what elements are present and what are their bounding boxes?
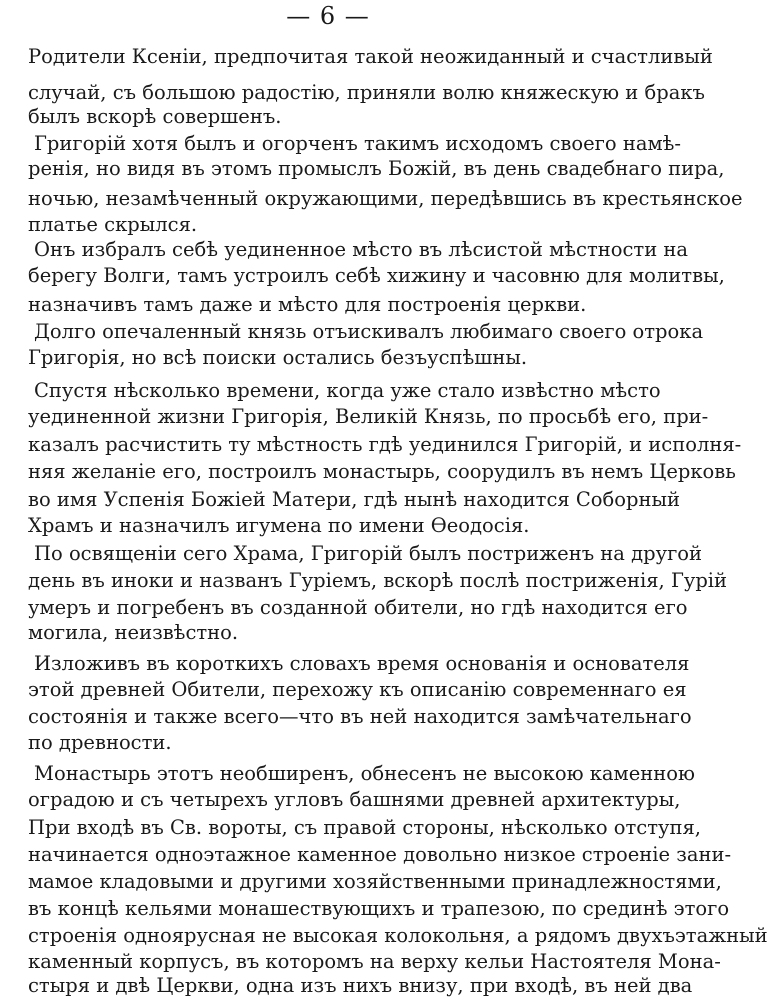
text-line: Храмъ и назначилъ игумена по имени Ѳеодосія. (28, 514, 530, 537)
text-line: Долго опечаленный князь отъискивалъ любимаго своего отрока (34, 320, 704, 343)
text-line: Спустя нѣсколько времени, когда уже стало извѣстно мѣсто (34, 379, 661, 402)
text-line: состоянія и также всего—что въ ней находится замѣчательнаго (28, 705, 692, 728)
text-line: оградою и съ четырехъ угловъ башнями древней архитектуры, (28, 788, 681, 811)
text-line: случай, съ большою радостію, приняли волю княжескую и бракъ (28, 81, 705, 104)
text-line: во имя Успенія Божіей Матери, гдѣ нынѣ находится Соборный (28, 488, 681, 511)
text-line: начинается одноэтажное каменное довольно низкое строеніе зани- (28, 843, 732, 866)
text-line: день въ иноки и названъ Гуріемъ, вскорѣ послѣ постриженія, Гурій (28, 569, 728, 592)
text-line: Григорій хотя былъ и огорченъ такимъ исходомъ своего намѣ- (34, 132, 681, 155)
text-line: платье скрылся. (28, 213, 198, 236)
text-line: по древности. (28, 731, 172, 754)
text-line: этой древней Обители, перехожу къ описанію современнаго ея (28, 678, 687, 701)
text-line: мамое кладовыми и другими хозяйственными принадлежностями, (28, 870, 722, 893)
text-line: казалъ расчистить ту мѣстность гдѣ уединился Григорій, и исполня- (28, 433, 742, 456)
text-line: въ концѣ кельями монашествующихъ и трапезою, по срединѣ этого (28, 897, 730, 920)
text-line: строенія одноярусная не высокая колокольня, а рядомъ двухъэтажный (28, 924, 768, 947)
text-line: ренія, но видя въ этомъ промыслъ Божій, въ день свадебнаго пира, (28, 157, 725, 180)
text-line: Родители Ксеніи, предпочитая такой неожиданный и счастливый (28, 45, 713, 68)
text-line: былъ вскорѣ совершенъ. (28, 105, 282, 128)
text-line: Изложивъ въ короткихъ словахъ время основанія и основателя (34, 652, 690, 675)
text-line: Онъ избралъ себѣ уединенное мѣсто въ лѣсистой мѣстности на (34, 238, 689, 261)
text-line: По освященіи сего Храма, Григорій былъ постриженъ на другой (34, 542, 703, 565)
text-line: могила, неизвѣстно. (28, 621, 239, 644)
text-line: Григорія, но всѣ поиски остались безъуспѣшны. (28, 346, 528, 369)
page-number: — 6 — (286, 2, 370, 30)
text-line: уединенной жизни Григорія, Великій Князь, по просьбѣ его, при- (28, 405, 709, 428)
text-line: назначивъ тамъ даже и мѣсто для построенія церкви. (28, 293, 587, 316)
text-line: умеръ и погребенъ въ созданной обители, но гдѣ находится его (28, 596, 688, 619)
text-line: Монастырь этотъ необширенъ, обнесенъ не высокою каменною (34, 762, 695, 785)
text-line: каменный корпусъ, въ которомъ на верху кельи Настоятеля Мона- (28, 950, 721, 973)
text-line: При входѣ въ Св. вороты, съ правой стороны, нѣсколько отступя, (28, 816, 701, 839)
text-line: няя желаніе его, построилъ монастырь, соорудилъ въ немъ Церковь (28, 460, 736, 483)
text-line: ночью, незамѣченный окружающими, передѣвшись въ крестьянское (28, 187, 743, 210)
text-line: стыря и двѣ Церкви, одна изъ нихъ внизу, при входѣ, въ ней два (28, 974, 693, 997)
text-line: берегу Волги, тамъ устроилъ себѣ хижину и часовню для молитвы, (28, 264, 725, 287)
